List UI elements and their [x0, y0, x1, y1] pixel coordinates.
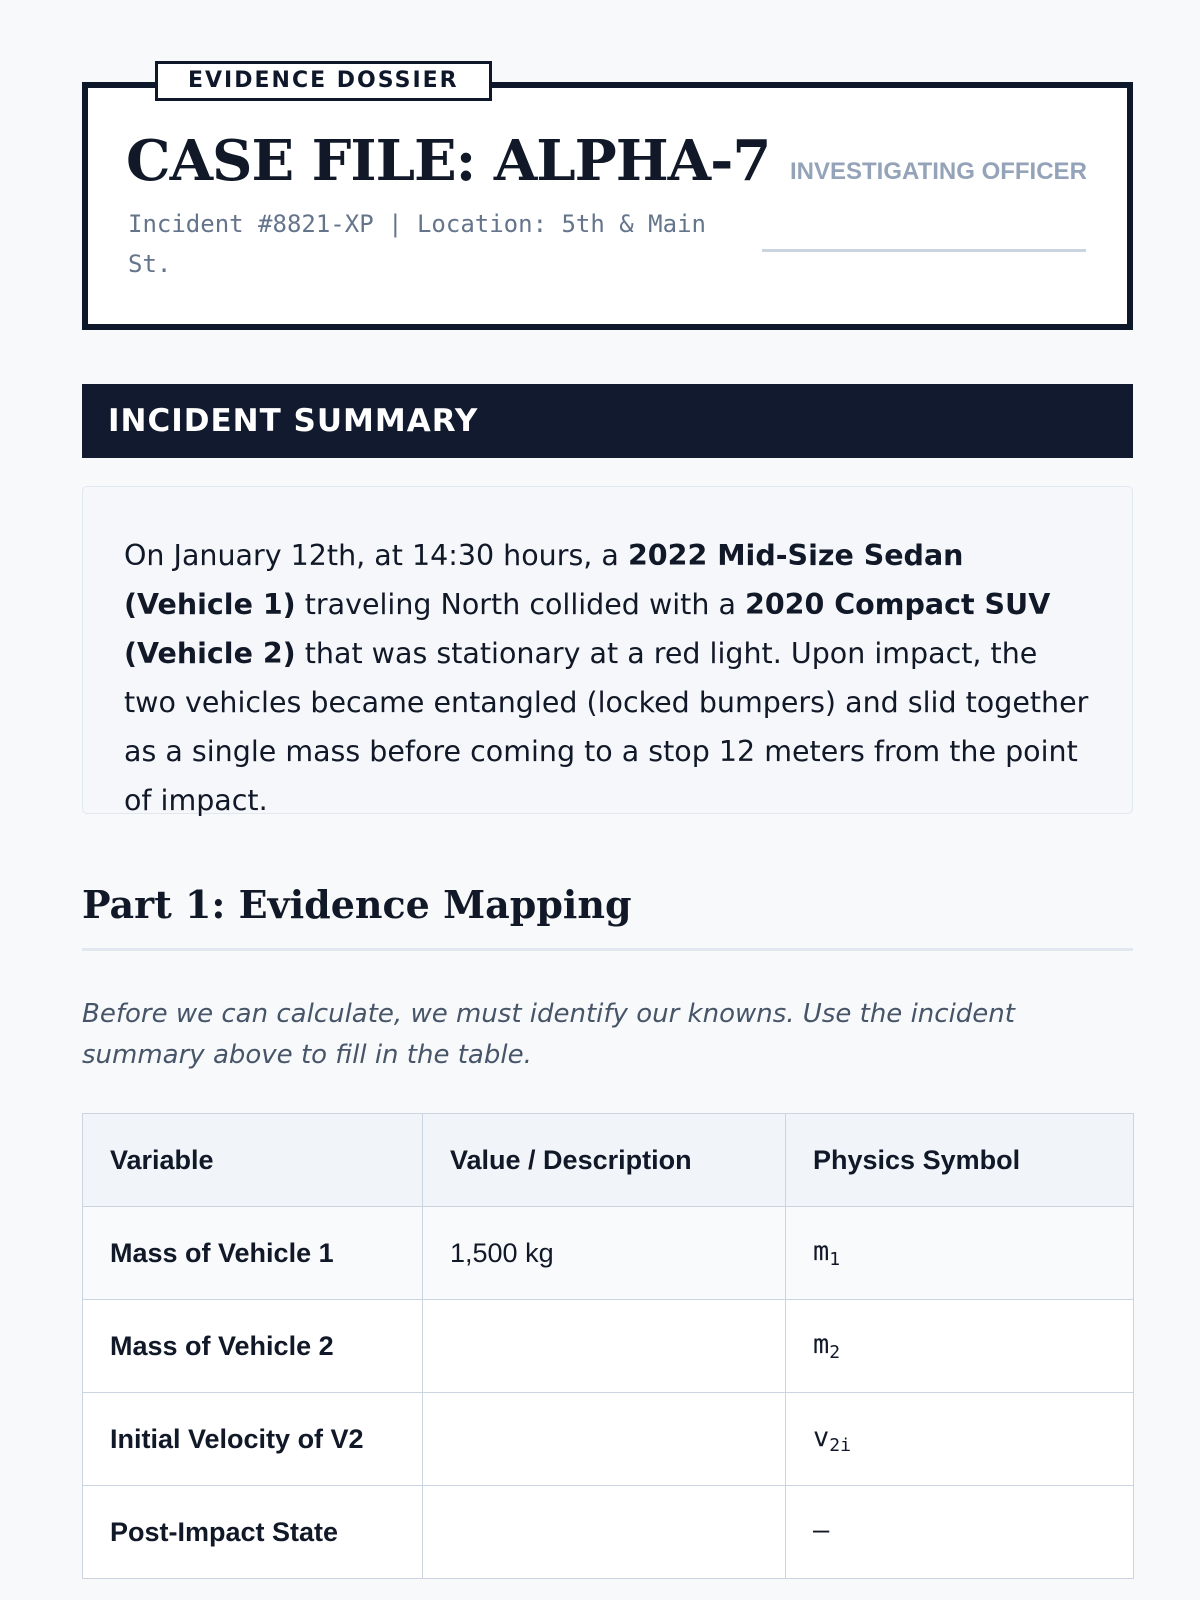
summary-text-1: On January 12th, at 14:30 hours, a — [124, 539, 628, 572]
symbol-base: — — [813, 1515, 830, 1546]
header-symbol: Physics Symbol — [786, 1114, 1134, 1207]
table-row — [83, 1207, 1134, 1300]
value-input-cell[interactable] — [423, 1393, 786, 1486]
symbol-base: m — [813, 1329, 830, 1360]
symbol-subscript: 2i — [829, 1435, 851, 1456]
part-1-title: Part 1: Evidence Mapping — [82, 882, 632, 927]
case-title: CASE FILE: ALPHA-7 — [126, 128, 771, 194]
part-1-divider — [82, 948, 1133, 951]
variable-cell: Post-Impact State — [83, 1486, 423, 1579]
part-1-instructions: Before we can calculate, we must identify our knowns. Use the incident summary above to fill in the table. — [82, 999, 1015, 1070]
summary-text-3: that was stationary at a red light. Upon impact, the two vehicles became entangled (locked bumpers) and slid together as a single mass before coming to a stop 12 meters from the point of impact. — [124, 637, 1089, 817]
symbol-base: m — [813, 1236, 830, 1267]
symbol-cell — [786, 1207, 1134, 1300]
incident-summary-heading: INCIDENT SUMMARY — [82, 384, 1133, 458]
value-cell: 1,500 kg — [423, 1207, 786, 1300]
symbol-subscript: 1 — [829, 1249, 841, 1270]
header-value: Value / Description — [423, 1114, 786, 1207]
symbol-base: v — [813, 1422, 830, 1453]
header-variable: Variable — [83, 1114, 423, 1207]
evidence-mapping-table — [82, 1113, 1134, 1579]
officer-signature-line[interactable] — [762, 249, 1086, 252]
table-row — [83, 1300, 1134, 1393]
summary-text-2: traveling North collided with a — [295, 588, 746, 621]
investigating-officer-label: INVESTIGATING OFFICER — [790, 158, 1087, 185]
table-row — [83, 1486, 1134, 1579]
variable-cell: Mass of Vehicle 1 — [83, 1207, 423, 1300]
case-meta: Incident #8821-XP | Location: 5th & Main St. — [128, 210, 706, 278]
symbol-cell — [786, 1393, 1134, 1486]
value-input-cell[interactable] — [423, 1300, 786, 1393]
summary-vehicle-1: 2022 Mid-Size Sedan (Vehicle 1) — [124, 539, 964, 621]
symbol-cell — [786, 1300, 1134, 1393]
evidence-dossier-tag: EVIDENCE DOSSIER — [155, 61, 492, 101]
variable-cell: Mass of Vehicle 2 — [83, 1300, 423, 1393]
value-input-cell[interactable] — [423, 1486, 786, 1579]
symbol-subscript: 2 — [829, 1342, 841, 1363]
table-row — [83, 1393, 1134, 1486]
symbol-cell — [786, 1486, 1134, 1579]
incident-summary-box — [82, 486, 1133, 817]
table-header-row — [83, 1114, 1134, 1207]
variable-cell: Initial Velocity of V2 — [83, 1393, 423, 1486]
summary-vehicle-2: 2020 Compact SUV (Vehicle 2) — [124, 588, 1051, 670]
